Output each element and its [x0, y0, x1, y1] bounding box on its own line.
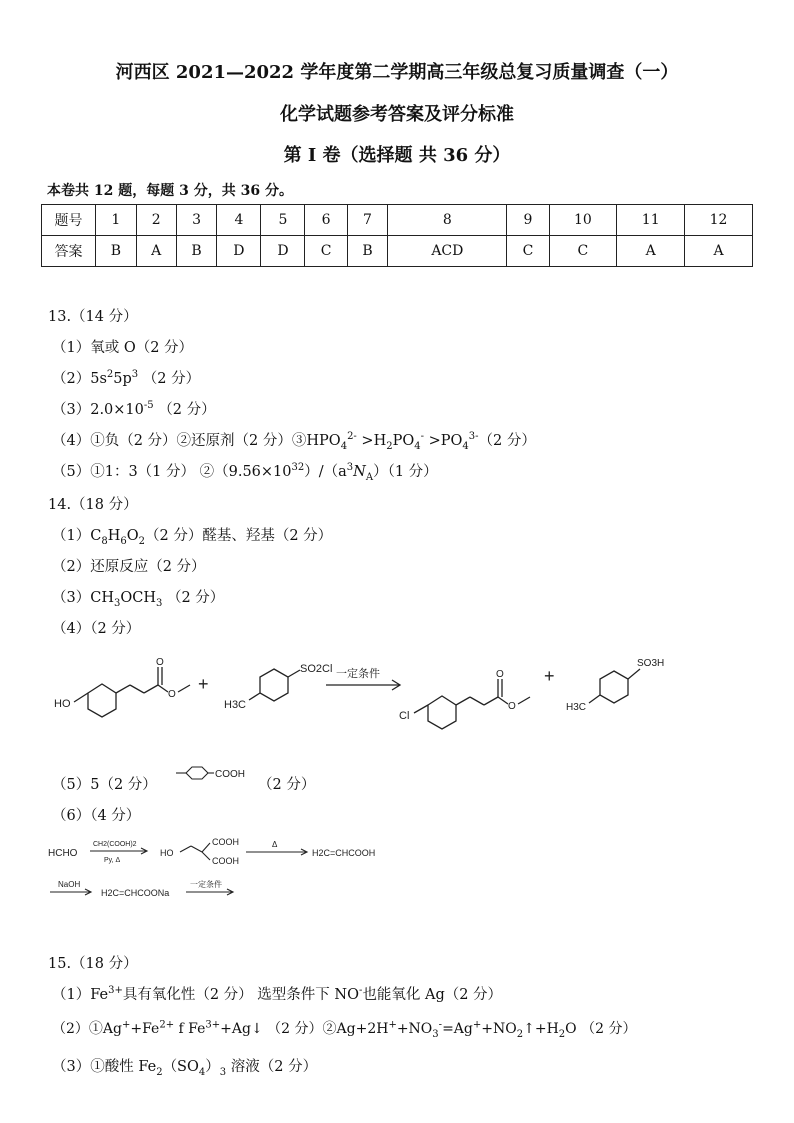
formaldehyde-label: HCHO: [48, 848, 78, 859]
table-cell: C: [549, 236, 617, 267]
table-cell: A: [136, 236, 176, 267]
naoh-reagent-label: NaOH: [58, 880, 81, 889]
q13-answer-4: （4）①负（2 分）②还原剂（2 分）$③HPO_4^{2-} >H_2PO_4^- >PO_4^{3-}(2$ 分）: [52, 431, 536, 452]
q13-heading: 13.（14 分）: [48, 309, 138, 325]
sulfonic-acid-label: SO3H: [637, 658, 665, 669]
q13-answer-3: $(3)2.0\times 10^{-5}$ （2 分）: [52, 400, 216, 418]
methyl-label: H3C: [224, 699, 247, 711]
q14-answer-2: （2）还原反应（2 分）: [52, 559, 206, 575]
table-cell: 12: [685, 205, 753, 236]
table-cell: 10: [549, 205, 617, 236]
hydroxyl-label: HO: [160, 848, 174, 858]
sulfonyl-chloride-label: SO2Cl: [300, 663, 333, 675]
table-cell: ACD: [388, 236, 507, 267]
carboxyl-label: COOH: [212, 837, 239, 847]
table-cell: 4: [217, 205, 261, 236]
answer-row: [42, 236, 753, 267]
ester-o-label: O: [168, 689, 176, 700]
table-cell: B: [176, 236, 217, 267]
q13-answer-5: （5）①1：3（1 分） $②(9.56\times 10^{32})/(a^3N_A)(1$ 分）: [52, 462, 438, 483]
table-cell: 6: [305, 205, 347, 236]
q15-answer-1: $(1)Fe^{3+}$具有氧化性（2 分） 选型条件下 NO-也能氧化 Ag（2 分）: [52, 985, 503, 1003]
table-cell: B: [96, 236, 137, 267]
table-cell: 1: [96, 205, 137, 236]
table-cell: 5: [261, 205, 305, 236]
heat-condition: Δ: [272, 840, 278, 849]
row-label: 答案: [42, 236, 96, 267]
reagent-condition-label: Py, Δ: [104, 857, 121, 864]
carboxyl-label: COOH: [215, 769, 245, 780]
ester-o-label: O: [508, 701, 516, 712]
reaction-condition: 一定条件: [336, 668, 380, 680]
section-intro: 本卷共 12 题，每题 3 分，共 36 分。: [47, 183, 293, 199]
question-number-row: [42, 205, 753, 236]
polymerization-condition: 一定条件: [190, 880, 222, 889]
q15-heading: 15.（18 分）: [48, 956, 138, 972]
table-cell: A: [617, 236, 685, 267]
answer-table: [41, 204, 753, 267]
methyl-label: H3C: [566, 702, 587, 713]
section-title: 第 I 卷（选择题 共 36 分）: [283, 145, 511, 166]
q15-answer-2: $(2)①Ag^++Fe^{2+}$ f $Fe^{3+}+Ag↓$ （2 分）$②Ag+2H^++NO_3^-=Ag^++NO_2↑+H_2O$ （2 分）: [52, 1019, 637, 1040]
q14-answer-5-score: （2 分）: [258, 777, 316, 793]
table-cell: D: [261, 236, 305, 267]
row-label: 题号: [42, 205, 96, 236]
table-cell: 7: [347, 205, 388, 236]
q14-answer-1: $(1)C_8H_6O_2(2$ 分）醛基、羟基（2 分）: [52, 528, 333, 547]
table-cell: 8: [388, 205, 507, 236]
answer-key-title: 化学试题参考答案及评分标准: [280, 104, 514, 125]
table-cell: C: [507, 236, 549, 267]
acrylic-acid-label: H2C=CHCOOH: [312, 848, 376, 858]
q13-answer-2: $(2)5s^25p^3$ （2 分）: [52, 369, 201, 387]
reaction-scheme-figure: [44, 645, 684, 740]
q14-answer-6: （6）（4 分）: [52, 808, 141, 824]
table-cell: B: [347, 236, 388, 267]
table-cell: 3: [176, 205, 217, 236]
table-cell: D: [217, 236, 261, 267]
carbonyl-o-label: O: [496, 669, 504, 680]
carboxyl-label: COOH: [212, 856, 239, 866]
plus-sign: +: [544, 666, 555, 686]
carbonyl-o-label: O: [156, 657, 164, 668]
table-cell: A: [685, 236, 753, 267]
hydroxyl-label: HO: [54, 698, 71, 710]
sodium-acrylate-label: H2C=CHCOONa: [101, 888, 170, 898]
q14-answer-5: （5）5（2 分）: [52, 777, 157, 793]
q14-answer-4: （4）（2 分）: [52, 621, 141, 637]
q14-answer-3: $(3)CH_3OCH_3$ （2 分）: [52, 590, 225, 609]
exam-title: 河西区 2021—2022 学年度第二学期高三年级总复习质量调查（一）: [115, 62, 679, 83]
chloro-label: Cl: [399, 710, 410, 722]
table-cell: 11: [617, 205, 685, 236]
q15-answer-3: （3）①酸性 $Fe_2(SO_4)_3$ 溶液（2 分）: [52, 1059, 318, 1078]
reagent-label: CH2(COOH)2: [93, 841, 137, 848]
table-cell: 9: [507, 205, 549, 236]
synthesis-route-figure: [46, 834, 406, 912]
q13-answer-1: （1）氧或 O（2 分）: [52, 340, 194, 356]
benzoic-acid-structure: [174, 763, 256, 787]
plus-sign: +: [198, 674, 209, 694]
q14-heading: 14.（18 分）: [48, 497, 138, 513]
table-cell: 2: [136, 205, 176, 236]
table-cell: C: [305, 236, 347, 267]
